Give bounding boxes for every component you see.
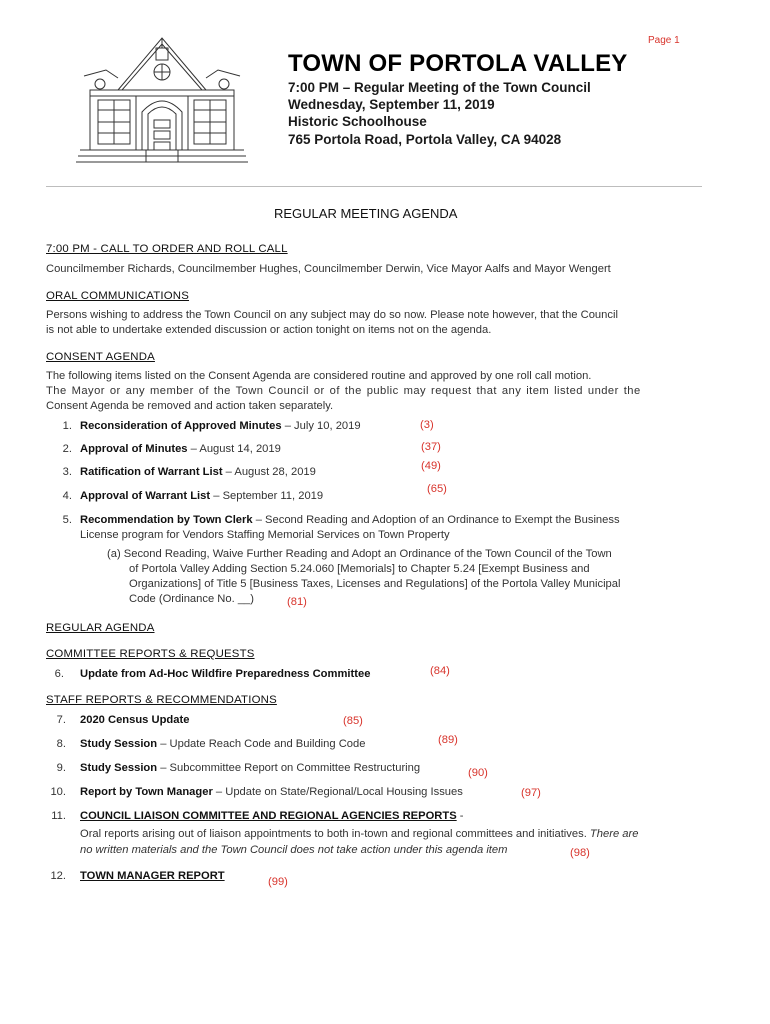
sub-item-a-line-4: Code (Ordinance No. __) xyxy=(129,593,254,605)
consent-line-2: The Mayor or any member of the Town Council or of the public may request that any item listed under the xyxy=(46,385,641,397)
schoolhouse-icon xyxy=(76,34,248,168)
item-detail: – September 11, 2019 xyxy=(210,490,324,502)
sub-item-a-line-2: of Portola Valley Adding Section 5.24.060 [Memorials] to Chapter 5.24 [Exempt Business and xyxy=(129,563,590,575)
item-number: 12. xyxy=(50,870,66,882)
consent-heading: CONSENT AGENDA xyxy=(46,351,155,363)
page-ref: (3) xyxy=(420,419,434,431)
item-title: Approval of Warrant List xyxy=(80,490,211,502)
page-ref: (65) xyxy=(427,483,447,495)
page-ref: (97) xyxy=(521,787,541,799)
item-number: 10. xyxy=(50,786,66,798)
consent-item-4 xyxy=(80,490,323,502)
page-ref: (37) xyxy=(421,441,441,453)
item-title: TOWN MANAGER REPORT xyxy=(80,870,225,882)
consent-item-1 xyxy=(80,420,361,432)
oral-line-2: is not able to undertake extended discussion or action tonight on items not on the agenda. xyxy=(46,324,492,336)
consent-item-3 xyxy=(80,466,316,478)
meeting-line: 7:00 PM – Regular Meeting of the Town Council xyxy=(288,80,591,95)
item-detail: – Update Reach Code and Building Code xyxy=(157,738,366,750)
item-number: 2. xyxy=(62,443,72,455)
staff-item-10 xyxy=(80,786,463,798)
page-ref: (89) xyxy=(438,734,458,746)
consent-item-5-line-2: License program for Vendors Staffing Memorial Services on Town Property xyxy=(80,529,450,541)
item-title: Study Session xyxy=(80,738,158,750)
item-number: 3. xyxy=(62,466,72,478)
committee-heading: COMMITTEE REPORTS & REQUESTS xyxy=(46,648,255,660)
item-11-italic: There are xyxy=(586,828,639,840)
page-ref: (98) xyxy=(570,847,590,859)
staff-item-8 xyxy=(80,738,365,750)
item-number: 5. xyxy=(62,514,72,526)
regular-item-12 xyxy=(80,870,225,882)
item-detail: – July 10, 2019 xyxy=(281,420,361,432)
item-number: 1. xyxy=(62,420,72,432)
item-title: 2020 Census Update xyxy=(80,714,190,726)
item-detail: – Second Reading and Adoption of an Ordinance to Exempt the Business xyxy=(252,514,620,526)
header-divider xyxy=(46,186,702,187)
agenda-title: REGULAR MEETING AGENDA xyxy=(274,206,458,221)
item-title: COUNCIL LIAISON COMMITTEE AND REGIONAL AGENCIES REPORTS xyxy=(80,810,457,822)
consent-item-5 xyxy=(80,514,620,526)
meeting-address: 765 Portola Road, Portola Valley, CA 94028 xyxy=(288,132,562,147)
item-title: Report by Town Manager xyxy=(80,786,213,798)
consent-line-1: The following items listed on the Consent Agenda are considered routine and approved by one roll call motion. xyxy=(46,370,592,382)
item-number: 9. xyxy=(56,762,66,774)
page-ref: (84) xyxy=(430,665,450,677)
meeting-date: Wednesday, September 11, 2019 xyxy=(288,97,495,112)
page-number: Page 1 xyxy=(648,35,680,46)
item-detail: – August 14, 2019 xyxy=(187,443,281,455)
town-title: TOWN OF PORTOLA VALLEY xyxy=(288,50,628,77)
page-ref: (90) xyxy=(468,767,488,779)
oral-line-1: Persons wishing to address the Town Council on any subject may do so now. Please note however, that the Council xyxy=(46,309,618,321)
oral-heading: ORAL COMMUNICATIONS xyxy=(46,290,190,302)
meeting-venue: Historic Schoolhouse xyxy=(288,114,427,129)
page-ref: (81) xyxy=(287,596,307,608)
item-number: 7. xyxy=(56,714,66,726)
staff-heading: STAFF REPORTS & RECOMMENDATIONS xyxy=(46,694,277,706)
page-ref: (99) xyxy=(268,876,288,888)
regular-agenda-heading: REGULAR AGENDA xyxy=(46,622,155,634)
roll-call-heading: 7:00 PM - CALL TO ORDER AND ROLL CALL xyxy=(46,243,288,255)
consent-line-3: Consent Agenda be removed and action taken separately. xyxy=(46,400,334,412)
item-title: Update from Ad-Hoc Wildfire Preparedness Committee xyxy=(80,668,371,680)
item-title: Approval of Minutes xyxy=(80,443,188,455)
item-number: 8. xyxy=(56,738,66,750)
item-dash: - xyxy=(456,810,464,822)
item-number: 6. xyxy=(54,668,64,680)
item-11-text: Oral reports arising out of liaison appointments to both in-town and regional committees and initiatives. xyxy=(80,828,587,840)
item-title: Ratification of Warrant List xyxy=(80,466,223,478)
staff-item-9 xyxy=(80,762,420,774)
item-detail: – Update on State/Regional/Local Housing Issues xyxy=(212,786,463,798)
consent-item-2 xyxy=(80,443,281,455)
item-11-line-1 xyxy=(80,828,638,840)
item-detail: – August 28, 2019 xyxy=(222,466,316,478)
item-detail: – Subcommittee Report on Committee Restructuring xyxy=(157,762,421,774)
regular-item-6 xyxy=(80,668,370,680)
item-number: 11. xyxy=(51,810,66,822)
item-title: Reconsideration of Approved Minutes xyxy=(80,420,282,432)
sub-item-a-line-3: Organizations] of Title 5 [Business Taxes, Licenses and Regulations] of the Portola Valley Municipal xyxy=(129,578,621,590)
item-number: 4. xyxy=(62,490,72,502)
item-title: Study Session xyxy=(80,762,158,774)
item-11-line-2: no written materials and the Town Council does not take action under this agenda item xyxy=(80,844,508,856)
staff-item-7 xyxy=(80,714,189,726)
item-title: Recommendation by Town Clerk xyxy=(80,514,253,526)
sub-item-a-line-1: (a) Second Reading, Waive Further Reading and Adopt an Ordinance of the Town Council of the Town xyxy=(107,548,612,560)
regular-item-11 xyxy=(80,810,464,822)
page-ref: (49) xyxy=(421,460,441,472)
page-ref: (85) xyxy=(343,715,363,727)
roll-call-text: Councilmember Richards, Councilmember Hughes, Councilmember Derwin, Vice Mayor Aalfs and Mayor Wengert xyxy=(46,263,611,275)
